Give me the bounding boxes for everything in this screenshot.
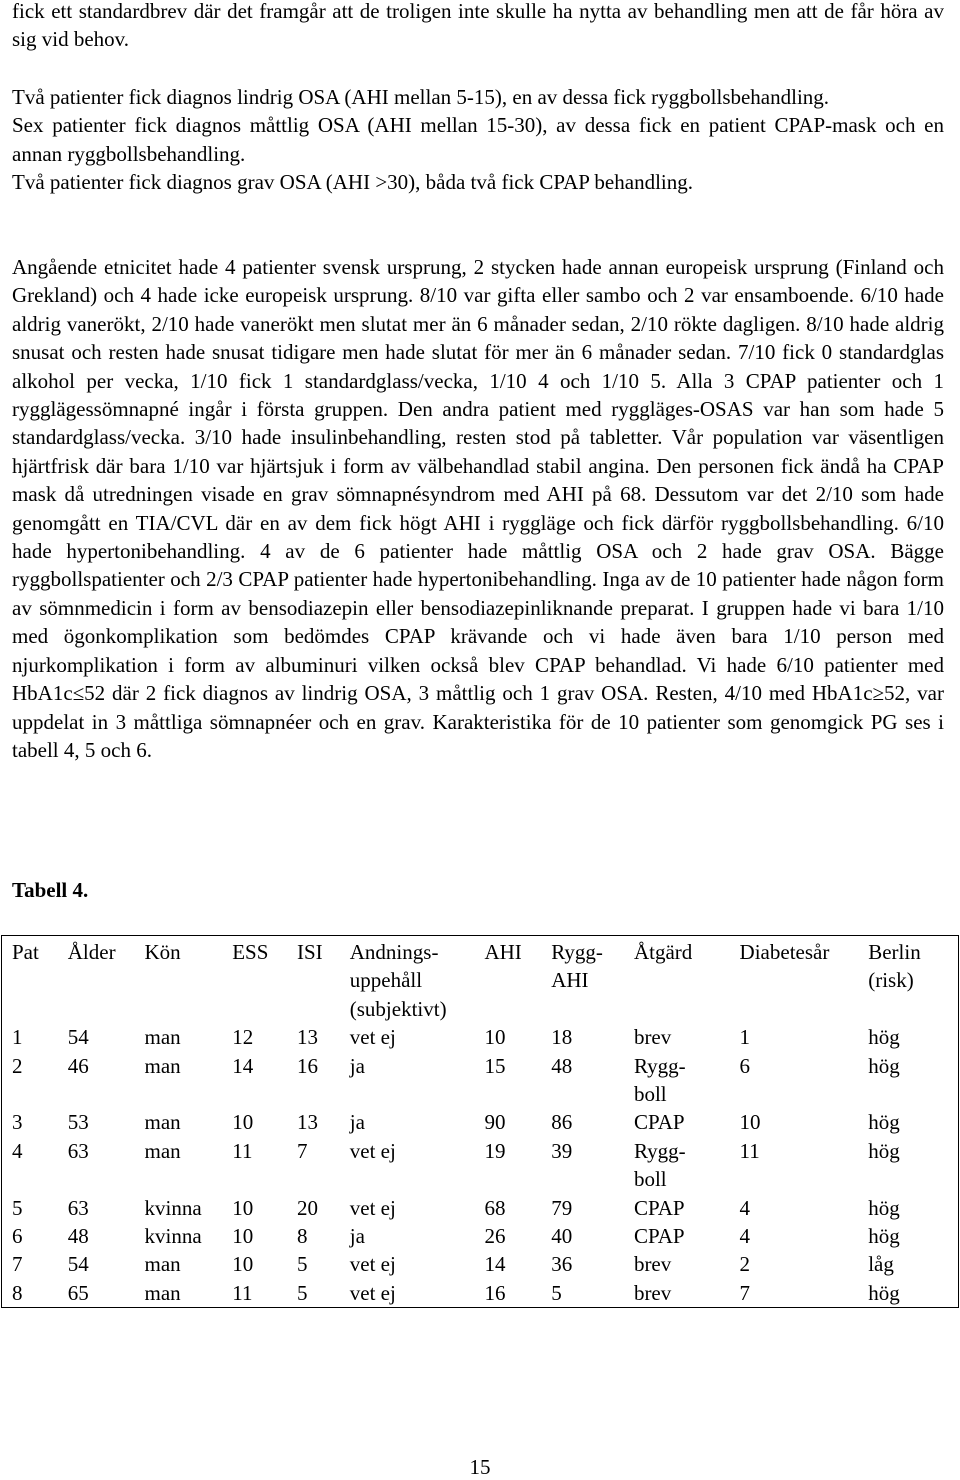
table-cell: 48	[551, 1053, 573, 1078]
table-cell: hög	[868, 1195, 900, 1220]
table-cell: 10	[232, 1252, 254, 1277]
table-cell: 13	[297, 1025, 318, 1050]
table-cell: 36	[551, 1252, 573, 1277]
table-cell: 19	[484, 1138, 506, 1163]
table-cell: 3	[12, 1110, 23, 1135]
table-cell: 6	[12, 1224, 23, 1249]
table-row	[2, 1108, 959, 1136]
column-header: Diabetesår	[739, 940, 830, 964]
table-cell: 12	[232, 1025, 254, 1050]
table-cell: kvinna	[144, 1224, 202, 1249]
table-cell: 90	[484, 1110, 506, 1135]
table-cell: 5	[297, 1280, 308, 1305]
table-cell: kvinna	[144, 1195, 202, 1220]
table-row	[2, 1052, 959, 1109]
diagnosis-moderate-line: Sex patienter fick diagnos måttlig OSA (AHI mellan 15-30), av dessa fick en patient CPAP-mask och en annan ryggbollsbehandling.	[12, 113, 944, 166]
table-cell: 2	[12, 1053, 23, 1078]
table-cell: hög	[868, 1138, 900, 1163]
paragraph-intro: fick ett standardbrev där det framgår att de troligen inte skulle ha nytta av behandling men att de får höra av sig vid behov.	[12, 0, 944, 52]
table-cell: 16	[484, 1280, 506, 1305]
column-header: ESS	[232, 940, 269, 964]
table-cell: 6	[739, 1053, 751, 1078]
diagnosis-severe-line: Två patienter fick diagnos grav OSA (AHI >30), båda två fick CPAP behandling.	[12, 170, 693, 195]
page-number: 15	[469, 1455, 491, 1479]
table-cell: 7	[12, 1252, 23, 1277]
table-cell: man	[144, 1280, 181, 1305]
table-cell: 8	[12, 1280, 23, 1305]
table-cell: 7	[739, 1280, 751, 1305]
table-cell: 16	[297, 1053, 318, 1078]
table-cell: 11	[232, 1280, 253, 1305]
column-header: Ålder	[67, 940, 116, 964]
table-cell: vet ej	[349, 1195, 396, 1220]
table-cell: 7	[297, 1138, 308, 1163]
table-cell: brev	[633, 1025, 672, 1050]
table-cell: 13	[297, 1110, 318, 1135]
column-header: Andnings- uppehåll (subjektivt)	[349, 940, 447, 1021]
table-cell: 4	[739, 1224, 751, 1249]
table-cell: man	[144, 1110, 181, 1135]
column-header: Åtgärd	[633, 940, 693, 964]
table-cell: Rygg- boll	[633, 1138, 686, 1192]
table-cell: 5	[12, 1195, 23, 1220]
table-cell: 10	[739, 1110, 761, 1135]
table-cell: 26	[484, 1224, 506, 1249]
table-cell: 1	[739, 1025, 751, 1050]
table-cell: 86	[551, 1110, 573, 1135]
table-header-row	[2, 936, 959, 1024]
table-cell: vet ej	[349, 1025, 396, 1050]
table-cell: 15	[484, 1053, 506, 1078]
table-cell: brev	[633, 1280, 672, 1305]
table-heading: Tabell 4.	[12, 878, 89, 902]
table-cell: man	[144, 1138, 181, 1163]
table-cell: CPAP	[633, 1110, 685, 1135]
table-cell: 1	[12, 1025, 23, 1050]
table-cell: 79	[551, 1195, 573, 1220]
table-cell: Rygg- boll	[633, 1053, 686, 1107]
table-cell: 40	[551, 1224, 573, 1249]
table-cell: 65	[67, 1280, 89, 1305]
paragraph-diagnoses	[12, 83, 944, 197]
table-cell: brev	[633, 1252, 672, 1277]
column-header: ISI	[297, 940, 323, 964]
table-cell: man	[144, 1252, 181, 1277]
table-cell: 54	[67, 1025, 89, 1050]
table-cell: 68	[484, 1195, 506, 1220]
table-row	[2, 1137, 959, 1194]
table-cell: 8	[297, 1224, 308, 1249]
table-row	[2, 1194, 959, 1222]
table-cell: hög	[868, 1025, 900, 1050]
table-row	[2, 1250, 959, 1278]
table-cell: 11	[739, 1138, 760, 1163]
table-cell: hög	[868, 1053, 900, 1078]
table-cell: 48	[67, 1224, 89, 1249]
table-cell: vet ej	[349, 1280, 396, 1305]
table-cell: man	[144, 1025, 181, 1050]
table-cell: CPAP	[633, 1195, 685, 1220]
diagnosis-mild-line: Två patienter fick diagnos lindrig OSA (AHI mellan 5-15), en av dessa fick ryggbollsbehandling.	[12, 85, 830, 109]
table-cell: 46	[67, 1053, 89, 1078]
table-cell: hög	[868, 1280, 900, 1305]
table-row	[2, 1222, 959, 1250]
table-cell: man	[144, 1053, 181, 1078]
table-cell: 10	[232, 1110, 254, 1135]
table-cell: ja	[349, 1053, 365, 1078]
column-header: Berlin (risk)	[868, 940, 921, 993]
table-cell: 10	[484, 1025, 506, 1050]
table-body	[2, 1023, 959, 1308]
table-cell: 4	[12, 1138, 23, 1163]
paragraph-characteristics: Angående etnicitet hade 4 patienter svensk ursprung, 2 stycken hade annan europeisk ursprung (Finland och Grekland) och 4 hade icke europeisk ursprung. 8/10 var gifta eller sambo och 2 var ensamboende. 6/10 hade aldrig vanerökt, 2/10 hade vanerökt men slutat mer än 6 månader sedan, 2/10 rökte dagligen. 8/10 hade aldrig snusat och resten hade snusat tidigare men hade slutat för mer än 6 månader sedan. 7/10 fick 0 standardglas alkohol per vecka, 1/10 fick 1 standardglass/vecka, 1/10 4 och 1/10 5. Alla 3 CPAP patienter och 1 rygglägessömnapné ingår i första gruppen. Den andra patient med ryggläges-OSAS var han som hade 5 standardglass/vecka. 3/10 hade insulinbehandling, resten stod på tabletter. Vår population var väsentligen hjärtfrisk där bara 1/10 var hjärtsjuk i form av välbehandlad stabil angina. Den personen fick ändå ha CPAP mask då utredningen visade en grav sömnapnésyndrom med AHI på 68. Dessutom var det 2/10 som hade genomgått en TIA/CVL där en av dem fick högt AHI i ryggläge och fick därför ryggbollsbehandling. 6/10 hade hypertonibehandling. 4 av de 6 patienter hade måttlig OSA och 2 hade grav OSA. Bägge ryggbollspatienter och 2/3 CPAP patienter hade hypertonibehandling. Inga av de 10 patienter hade någon form av sömnmedicin i form av bensodiazepin eller bensodiazepinliknande preparat. I gruppen hade vi bara 1/10 med ögonkomplikation som bedömdes CPAP krävande och vi hade även bara 1/10 person med njurkomplikation i form av albuminuri vilken också blev CPAP behandlad. Vi hade 6/10 patienter med HbA1c≤52 där 2 fick diagnos av lindrig OSA, 3 måttlig och 1 grav OSA. Resten, 4/10 med HbA1c≥52, var uppdelat in 3 måttliga sömnapnéer och en grav. Karakteristika för de 10 patienter som genomgick PG ses i tabell 4, 5 och 6.	[12, 255, 944, 762]
table-cell: 14	[484, 1252, 506, 1277]
table-cell: 54	[67, 1252, 89, 1277]
column-header: Kön	[144, 940, 181, 964]
table-cell: vet ej	[349, 1252, 396, 1277]
table-cell: 5	[297, 1252, 308, 1277]
table-cell: 63	[67, 1138, 89, 1163]
patient-table	[1, 935, 959, 1308]
table-cell: vet ej	[349, 1138, 396, 1163]
table-cell: hög	[868, 1224, 900, 1249]
table-cell: 10	[232, 1224, 254, 1249]
table-cell: 5	[551, 1280, 562, 1305]
table-row	[2, 1279, 959, 1308]
table-cell: 53	[67, 1110, 89, 1135]
table-row	[2, 1023, 959, 1051]
table-cell: ja	[349, 1224, 365, 1249]
column-header: AHI	[484, 940, 522, 964]
table-cell: 20	[297, 1195, 318, 1220]
table-cell: 14	[232, 1053, 254, 1078]
column-header: Rygg- AHI	[551, 940, 603, 993]
table-cell: 10	[232, 1195, 254, 1220]
table-cell: 18	[551, 1025, 573, 1050]
table-cell: ja	[349, 1110, 365, 1135]
column-header: Pat	[12, 940, 39, 964]
table-cell: 11	[232, 1138, 253, 1163]
table-cell: 63	[67, 1195, 89, 1220]
table-cell: CPAP	[633, 1224, 685, 1249]
table-cell: 4	[739, 1195, 751, 1220]
table-cell: låg	[868, 1252, 894, 1277]
table-cell: 2	[739, 1252, 751, 1277]
table-cell: 39	[551, 1138, 573, 1163]
table-cell: hög	[868, 1110, 900, 1135]
